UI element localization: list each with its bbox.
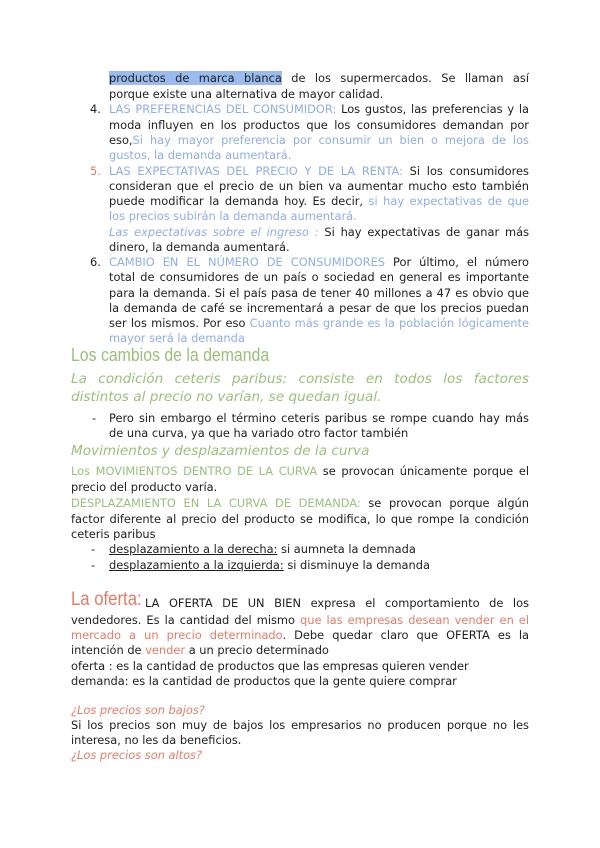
item3-line2: porque existe una alternativa de mayor calidad. <box>109 87 384 101</box>
item3-line1: productos de marca blanca de los supermercados. Se llaman así <box>109 71 529 85</box>
list-number: 6. <box>90 255 101 269</box>
list-number: 4. <box>90 102 101 116</box>
oferta-definition: oferta : es la cantidad de productos que las empresas quieren vender <box>71 659 469 673</box>
list-number: 5. <box>90 164 101 178</box>
item5-title: LAS EXPECTATIVAS DEL PRECIO Y DE LA RENTA: <box>109 164 403 178</box>
item6-line3: para la demanda. Si el país pasa de tener 40 millones a 47 es obvio que <box>109 286 529 300</box>
bullet-dash: - <box>91 542 96 556</box>
section-heading-oferta: La oferta: <box>71 589 142 610</box>
answer-precios-bajos-line1: Si los precios son muy de bajos los empresarios no producen porque no les <box>71 718 529 732</box>
item6-line4: la demanda de café se incrementará a pesar de que los precios puedan <box>109 301 529 315</box>
desplazamiento-line3: ceteris paribus <box>71 527 156 541</box>
question-precios-bajos: ¿Los precios son bajos? <box>71 703 205 717</box>
subheading-movimientos: Movimientos y desplazamientos de la curva <box>71 443 370 459</box>
item5-line2: consideran que el precio de un bien va aumentar mucho esto también <box>109 179 529 193</box>
item6-title: CAMBIO EN EL NÚMERO DE CONSUMIDORES <box>109 255 386 269</box>
ceteris-bullet-line1: Pero sin embargo el término ceteris paribus se rompe cuando hay más <box>109 411 529 425</box>
desplazamiento-line2: factor diferente al precio del producto se modifica, lo que rompe la condición <box>71 512 529 526</box>
ceteris-line1: La condición ceteris paribus: consiste en todos los factores <box>71 371 529 387</box>
oferta-line3: mercado a un precio determinado. Debe quedar claro que OFERTA es la <box>71 628 529 642</box>
oferta-line2: vendedores. Es la cantidad del mismo que las empresas desean vender en el <box>71 613 529 627</box>
item4-title: LAS PREFERENCIAS DEL CONSUMIDOR: <box>109 102 337 116</box>
question-precios-altos: ¿Los precios son altos? <box>71 748 203 762</box>
ceteris-line2: distintos al precio no varían, se quedan igual. <box>71 389 382 405</box>
item6-line2: total de consumidores de un país o sociedad en general es importante <box>109 270 529 284</box>
item6-line6: mayor será la demanda <box>109 331 245 345</box>
highlighted-text: productos de marca blanca <box>109 71 282 85</box>
item4-line4: gustos, la demanda aumentará. <box>109 148 292 162</box>
item5-line6: dinero, la demanda aumentará. <box>109 240 290 254</box>
movimientos-line1: Los MOVIMIENTOS DENTRO DE LA CURVA se provocan únicamente porque el <box>71 464 529 478</box>
desplazamiento-izquierda: desplazamiento a la izquierda: si disminuye la demanda <box>109 558 430 572</box>
desplazamiento-line1: DESPLAZAMIENTO EN LA CURVA DE DEMANDA: se provocan porque algún <box>71 496 529 510</box>
item5-line4: los precios subirán la demanda aumentará. <box>109 209 357 223</box>
section-heading-cambios: Los cambios de la demanda <box>71 345 270 365</box>
item6-line1: CAMBIO EN EL NÚMERO DE CONSUMIDORES Por último, el número <box>109 255 529 269</box>
answer-precios-bajos-line2: interesa, no les da beneficios. <box>71 733 242 747</box>
item6-line5: ser los mismos. Por eso Cuanto más grande es la población lógicamente <box>109 316 530 330</box>
oferta-line4: intención de vender a un precio determinado <box>71 643 329 657</box>
item5-line3: puede modificar la demanda hoy. Es decir, si hay expectativas de que <box>109 194 529 208</box>
bullet-dash: - <box>91 558 96 572</box>
item5-line5: Las expectativas sobre el ingreso : Si hay expectativas de ganar más <box>109 225 530 239</box>
bullet-dash: - <box>92 411 97 425</box>
item4-line3: eso,Si hay mayor preferencia por consumir un bien o mejora de los <box>109 133 529 147</box>
oferta-line1: LA OFERTA DE UN BIEN expresa el comportamiento de los <box>145 596 529 610</box>
item4-line2: moda influyen en los productos que los consumidores demandan por <box>109 118 529 132</box>
demanda-definition: demanda: es la cantidad de productos que la gente quiere comprar <box>71 674 457 688</box>
item4-line1: LAS PREFERENCIAS DEL CONSUMIDOR: Los gustos, las preferencias y la <box>109 102 529 116</box>
ceteris-bullet-line2: de una curva, ya que ha variado otro factor también <box>109 426 409 440</box>
movimientos-line2: precio del producto varía. <box>71 480 218 494</box>
desplazamiento-derecha: desplazamiento a la derecha: si aumneta la demnada <box>109 542 416 556</box>
item5-line1: LAS EXPECTATIVAS DEL PRECIO Y DE LA RENTA: Si los consumidores <box>109 164 529 178</box>
